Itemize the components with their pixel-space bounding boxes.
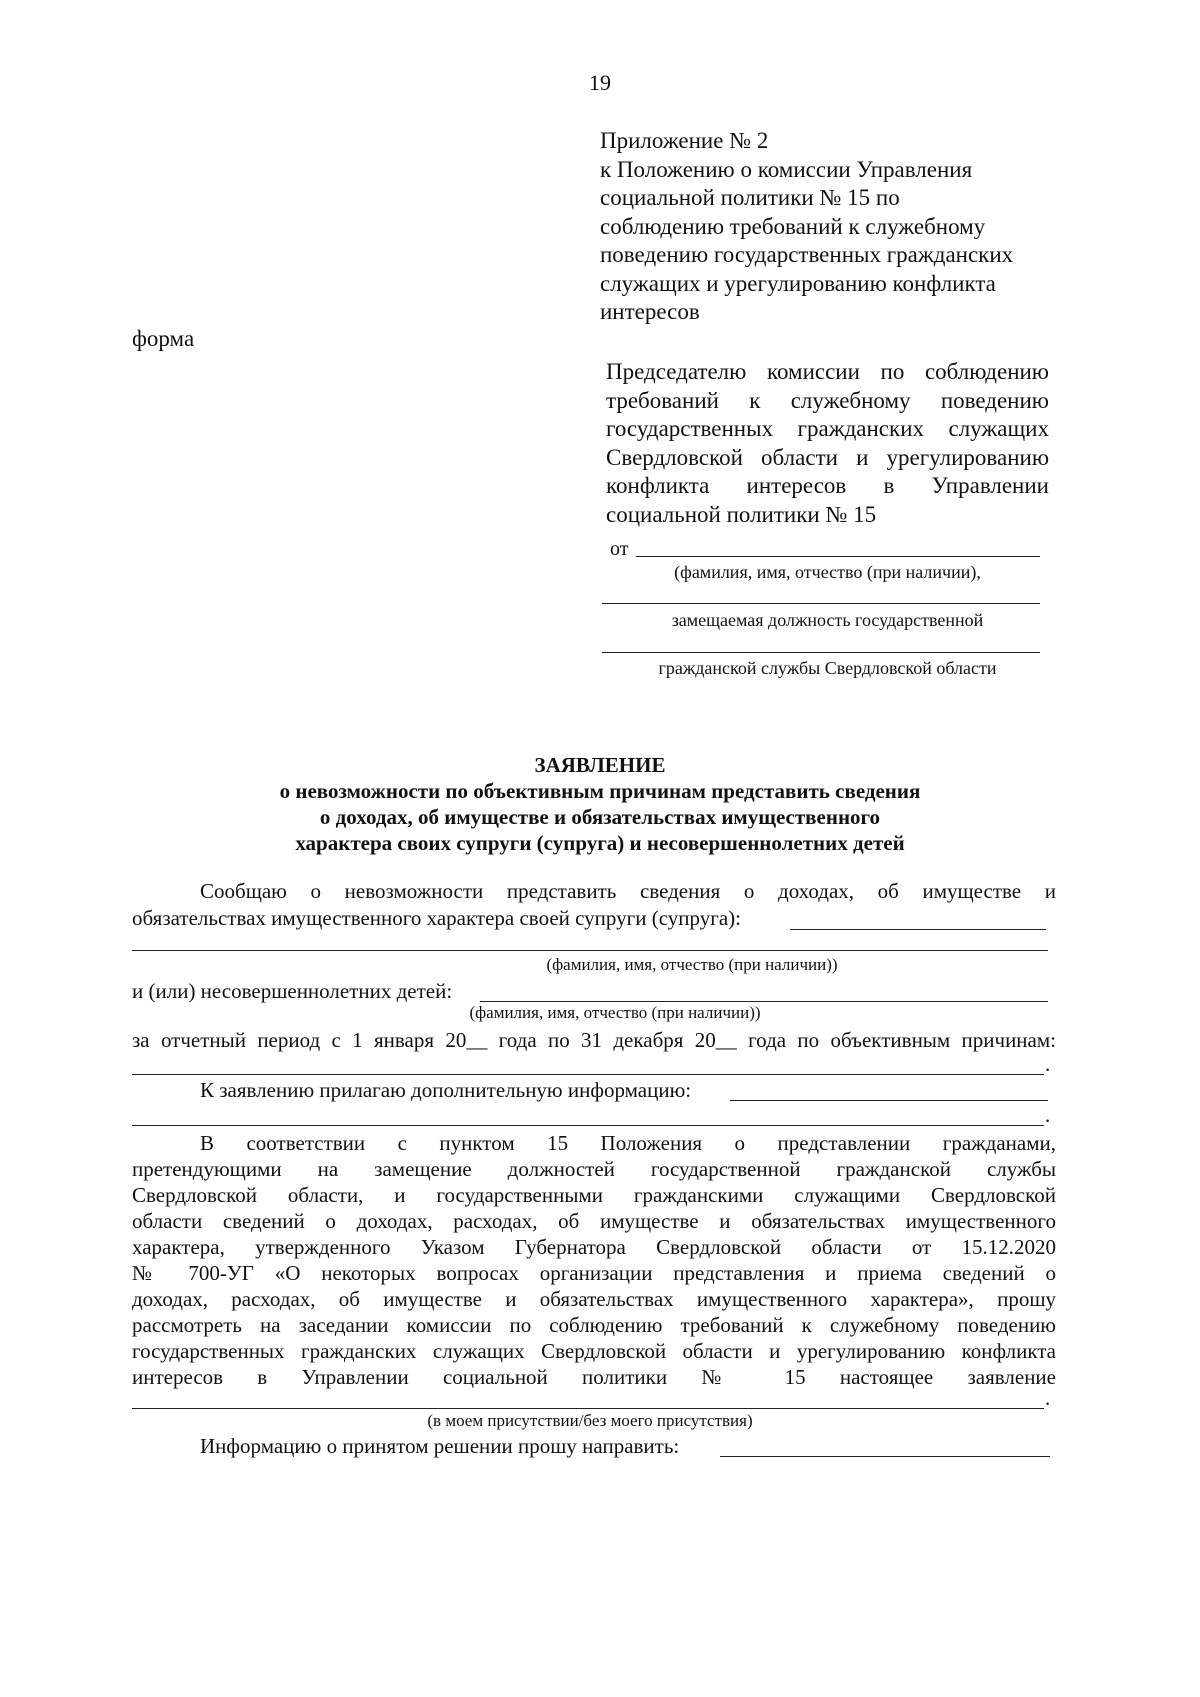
title-line: характера своих супруги (супруга) и несовершеннолетних детей [295,831,905,855]
attach-dot: . [1045,1103,1051,1127]
spouse-name-field[interactable] [790,929,1046,930]
body-line: интересов в Управлении социальной политики № 15 настоящее заявление [132,1365,1056,1389]
page-number: 19 [589,70,611,95]
spouse-label: обязательствах имущественного характера своей супруги (супруга): [132,906,742,930]
appendix-line: социальной политики № 15 по [600,185,900,210]
document-title [130,752,1070,856]
body-line: за отчетный период с 1 января 20__ года по 31 декабря 20__ года по объективным причинам: [132,1028,1056,1052]
caption-spouse-fio-text: (фамилия, имя, отчество (при наличии)) [546,955,838,974]
body-line: В соответствии с пунктом 15 Положения о представлении гражданами, [200,1131,1056,1155]
title-heading: ЗАЯВЛЕНИЕ [534,753,666,777]
body-line: характера, утвержденного Указом Губернатора Свердловской области от 15.12.2020 [132,1235,1056,1259]
title-line: о доходах, об имуществе и обязательствах имущественного [319,805,881,829]
caption-presence-text: (в моем присутствии/без моего присутствия) [427,1411,753,1430]
period-line [132,1027,1056,1053]
spouse-name-field-2[interactable] [132,950,1048,951]
appendix-line: поведению государственных гражданских [600,242,1014,267]
caption-applicant-service: гражданской службы Свердловской области [658,658,997,678]
caption-presence [132,1411,1048,1431]
body-line: Свердловской области, и государственными гражданскими служащими Свердловской [132,1183,1056,1207]
reasons-field[interactable] [132,1074,1044,1075]
body-line: Сообщаю о невозможности представить сведения о доходах, об имуществе и [200,879,1056,903]
appendix-line: к Положению о комиссии Управления [600,156,973,182]
appendix-line: интересов [600,299,700,324]
body-line: государственных гражданских служащих Свердловской области и урегулированию конфликта [132,1339,1056,1363]
body-line: области сведений о доходах, расходах, об имуществе и обязательствах имущественного [132,1209,1056,1233]
paragraph-spouse [132,878,1056,904]
body-line: доходах, расходах, об имуществе и обязательствах имущественного характера», прошу [132,1287,1056,1311]
addressee-text: Председателю комиссии по соблюдению требований к служебному поведению государственных гражданских служащих Свердловской области и урегулированию конфликта интересов в Управлении социальной политики № 15 [606,359,1049,527]
applicant-position-line[interactable] [602,603,1040,604]
from-label: от [610,538,629,560]
caption-spouse-fio [132,955,1200,975]
info-label: Информацию о принятом решении прошу направить: [200,1434,680,1458]
attach-field-2[interactable] [132,1125,1044,1126]
attach-field[interactable] [730,1100,1048,1101]
body-line: рассмотреть на заседании комиссии по соблюдению требований к служебному поведению [132,1313,1056,1337]
caption-applicant-fio: (фамилия, имя, отчество (при наличии), [674,562,981,582]
children-label: и (или) несовершеннолетних детей: [132,979,453,1003]
appendix-line: соблюдению требований к служебному [600,213,986,239]
period-dot: . [1045,1052,1051,1076]
body-line: № 700-УГ «О некоторых вопросах организации представления и приема сведений о [132,1261,1056,1285]
applicant-name-line[interactable] [636,556,1040,557]
presence-dot: . [1045,1386,1051,1410]
title-line: о невозможности по объективным причинам представить сведения [279,779,921,803]
caption-children-fio [132,1003,1048,1023]
form-label: форма [132,326,195,351]
caption-applicant-position: замещаемая должность государственной [671,610,984,630]
appendix-block [600,127,1070,327]
appendix-line: служащих и урегулированию конфликта [600,270,996,296]
children-name-field[interactable] [480,1001,1048,1002]
attach-label: К заявлению прилагаю дополнительную информацию: [200,1078,692,1102]
info-address-field[interactable] [720,1456,1050,1457]
presence-field[interactable] [132,1408,1044,1409]
caption-children-fio-text: (фамилия, имя, отчество (при наличии)) [469,1003,761,1022]
body-line: претендующими на замещение должностей государственной гражданской службы [132,1157,1056,1181]
applicant-service-line[interactable] [602,652,1040,653]
paragraph-request [132,1130,1056,1390]
appendix-line: Приложение № 2 [600,128,769,153]
